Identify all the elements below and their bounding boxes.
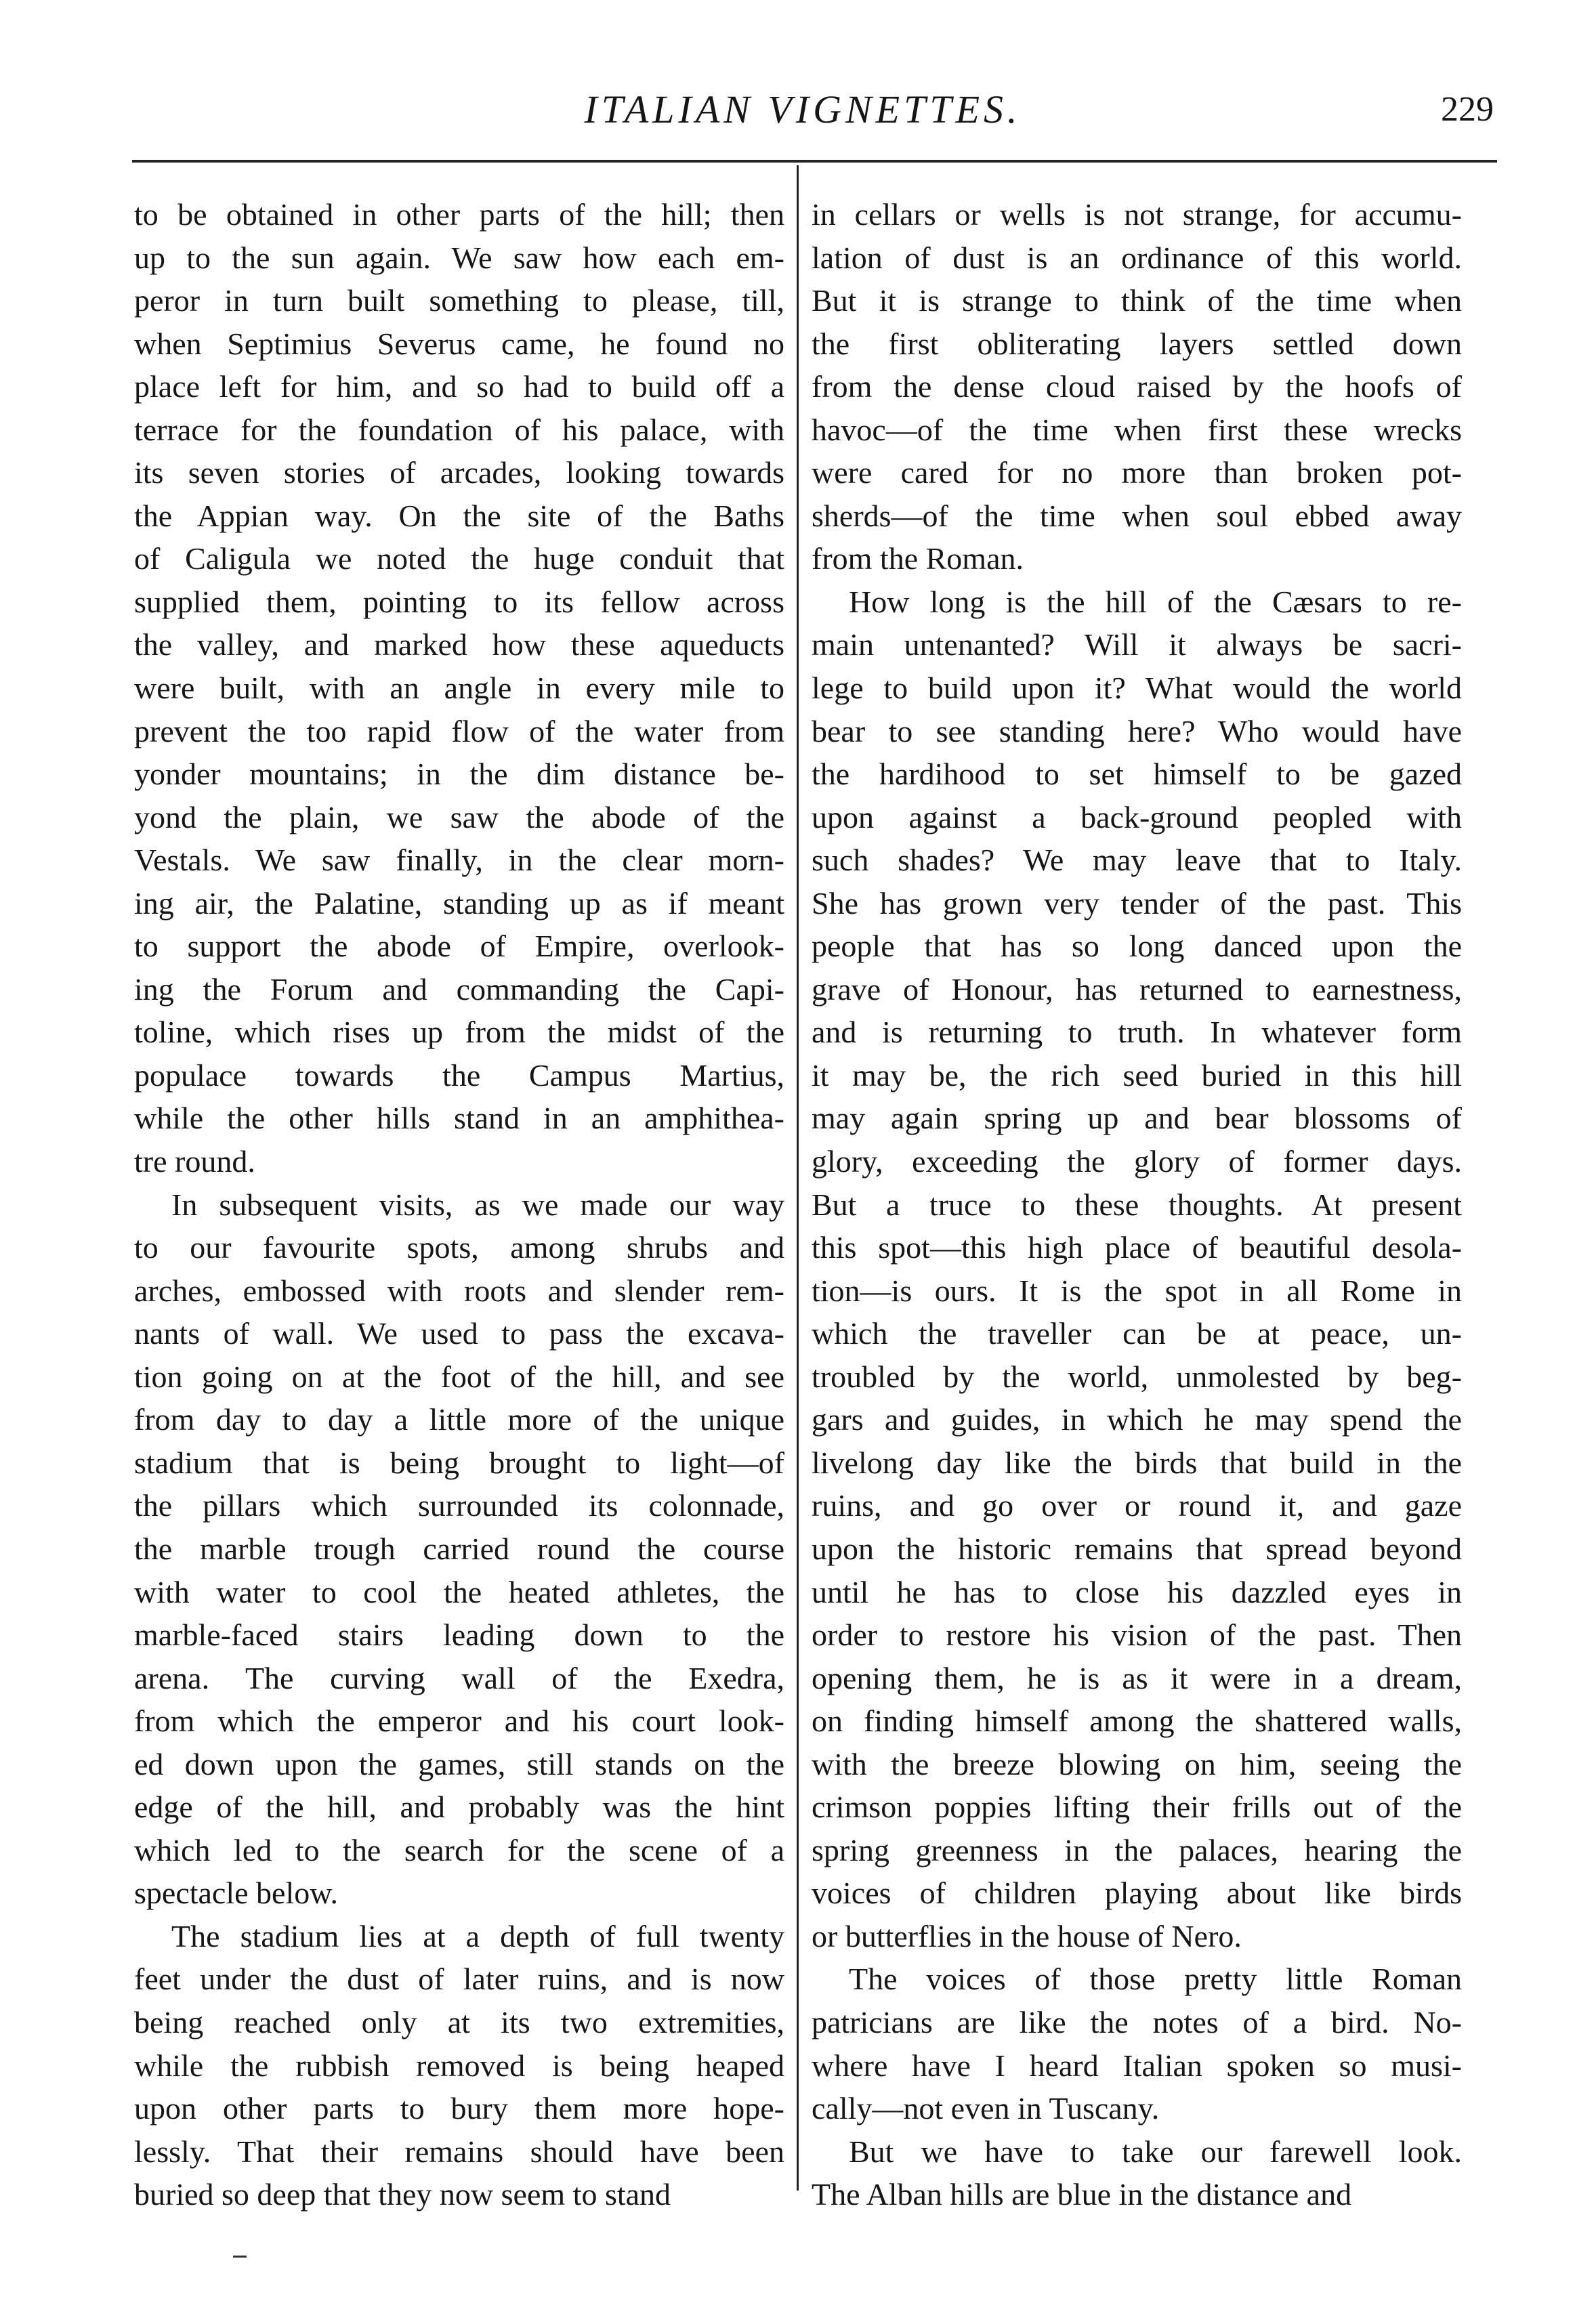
text-line: bear to see standing here? Who would have	[812, 713, 1462, 748]
text-line: But we have to take our farewell look.	[849, 2134, 1462, 2169]
text-line: spectacle below.	[134, 1876, 338, 1911]
text-line: such shades? We may leave that to Italy.	[812, 843, 1462, 878]
text-line: when Septimius Severus came, he found no	[134, 326, 784, 361]
text-line: spring greenness in the palaces, hearing the	[812, 1832, 1462, 1867]
text-line: while the rubbish removed is being heaped	[134, 2048, 784, 2083]
text-line: from day to day a little more of the unique	[134, 1402, 784, 1437]
text-line: populace towards the Campus Martius,	[134, 1057, 784, 1093]
text-line: where have I heard Italian spoken so musi-	[812, 2048, 1462, 2083]
text-line: main untenanted? Will it always be sacri-	[812, 627, 1462, 662]
text-line: But it is strange to think of the time when	[812, 283, 1462, 318]
text-line: buried so deep that they now seem to stand	[134, 2177, 671, 2212]
text-line: with the breeze blowing on him, seeing the	[812, 1746, 1462, 1781]
text-line: gars and guides, in which he may spend the	[812, 1402, 1462, 1437]
text-line: The Alban hills are blue in the distance and	[812, 2177, 1352, 2212]
right-column	[812, 193, 1462, 2212]
text-line: troubled by the world, unmolested by beg-	[812, 1359, 1462, 1394]
text-line: yond the plain, we saw the abode of the	[134, 799, 784, 834]
running-title: ITALIAN VIGNETTES.	[584, 87, 1022, 131]
page-header	[132, 68, 1494, 149]
text-line: Vestals. We saw finally, in the clear morn-	[134, 843, 784, 878]
text-line: glory, exceeding the glory of former days.	[812, 1144, 1462, 1179]
text-line: upon against a back-ground peopled with	[812, 799, 1462, 834]
text-line: marble-faced stairs leading down to the	[134, 1617, 784, 1653]
text-line: with water to cool the heated athletes, the	[134, 1574, 784, 1609]
text-line: But a truce to these thoughts. At present	[812, 1187, 1462, 1222]
text-line: or butterflies in the house of Nero.	[812, 1918, 1242, 1953]
text-line: up to the sun again. We saw how each em-	[134, 240, 784, 275]
text-line: grave of Honour, has returned to earnestness,	[812, 971, 1462, 1007]
text-line: which led to the search for the scene of a	[134, 1832, 784, 1867]
text-line: livelong day like the birds that build in the	[812, 1445, 1462, 1480]
text-line: nants of wall. We used to pass the excava-	[134, 1316, 784, 1351]
text-line: ing air, the Palatine, standing up as if meant	[134, 885, 784, 921]
text-line: ed down upon the games, still stands on the	[134, 1746, 784, 1781]
text-line: to support the abode of Empire, overlook-	[134, 929, 784, 964]
text-line: edge of the hill, and probably was the hint	[134, 1790, 784, 1825]
text-line: patricians are like the notes of a bird. No-	[812, 2004, 1462, 2039]
text-line: were cared for no more than broken pot-	[812, 455, 1462, 490]
text-line: She has grown very tender of the past. This	[812, 885, 1462, 921]
text-line: until he has to close his dazzled eyes in	[812, 1574, 1462, 1609]
text-line: the Appian way. On the site of the Baths	[134, 498, 784, 533]
text-line: in cellars or wells is not strange, for accumu-	[812, 197, 1462, 232]
text-line: In subsequent visits, as we made our way	[171, 1187, 784, 1222]
text-line: being reached only at its two extremities,	[134, 2004, 784, 2039]
text-line: opening them, he is as it were in a dream,	[812, 1660, 1462, 1695]
column-divider	[797, 165, 799, 2191]
page-mark	[233, 2256, 247, 2258]
text-line: people that has so long danced upon the	[812, 929, 1462, 964]
text-line: arches, embossed with roots and slender rem-	[134, 1273, 784, 1308]
text-line: terrace for the foundation of his palace, with	[134, 412, 784, 447]
text-line: cally—not even in Tuscany.	[812, 2091, 1160, 2126]
text-line: on finding himself among the shattered walls,	[812, 1704, 1462, 1739]
text-line: its seven stories of arcades, looking towards	[134, 455, 784, 490]
text-line: which the traveller can be at peace, un-	[812, 1316, 1462, 1351]
text-line: place left for him, and so had to build off a	[134, 369, 784, 404]
text-line: ruins, and go over or round it, and gaze	[812, 1488, 1462, 1523]
text-line: this spot—this high place of beautiful desola-	[812, 1230, 1462, 1265]
text-line: lege to build upon it? What would the world	[812, 671, 1462, 706]
text-line: toline, which rises up from the midst of the	[134, 1015, 784, 1050]
text-line: The voices of those pretty little Roman	[849, 1962, 1462, 1997]
text-line: the valley, and marked how these aqueducts	[134, 627, 784, 662]
text-line: the marble trough carried round the course	[134, 1531, 784, 1566]
left-column	[134, 193, 784, 2212]
text-line: while the other hills stand in an amphithea-	[134, 1101, 784, 1136]
text-line: How long is the hill of the Cæsars to re-	[849, 584, 1462, 619]
text-line: and is returning to truth. In whatever form	[812, 1015, 1462, 1050]
text-line: it may be, the rich seed buried in this hill	[812, 1057, 1462, 1093]
text-line: yonder mountains; in the dim distance be-	[134, 757, 784, 792]
text-line: prevent the too rapid flow of the water from	[134, 713, 784, 748]
text-line: havoc—of the time when first these wrecks	[812, 412, 1462, 447]
text-line: from the dense cloud raised by the hoofs of	[812, 369, 1462, 404]
text-line: upon the historic remains that spread beyond	[812, 1531, 1462, 1566]
text-line: tion going on at the foot of the hill, and see	[134, 1359, 784, 1394]
page-number: 229	[1441, 90, 1494, 129]
text-line: peror in turn built something to please, till,	[134, 283, 784, 318]
text-line: arena. The curving wall of the Exedra,	[134, 1660, 784, 1695]
text-line: may again spring up and bear blossoms of	[812, 1101, 1462, 1136]
text-line: The stadium lies at a depth of full twenty	[171, 1918, 784, 1953]
text-line: supplied them, pointing to its fellow across	[134, 584, 784, 619]
text-line: feet under the dust of later ruins, and is now	[134, 1962, 784, 1997]
text-line: the first obliterating layers settled down	[812, 326, 1462, 361]
text-line: to be obtained in other parts of the hill; then	[134, 197, 784, 232]
text-line: to our favourite spots, among shrubs and	[134, 1230, 784, 1265]
text-line: upon other parts to bury them more hope-	[134, 2091, 784, 2126]
text-line: were built, with an angle in every mile to	[134, 671, 784, 706]
text-line: the hardihood to set himself to be gazed	[812, 757, 1462, 792]
text-line: tre round.	[134, 1144, 255, 1179]
text-line: order to restore his vision of the past. Then	[812, 1617, 1462, 1653]
text-line: lessly. That their remains should have been	[134, 2134, 784, 2169]
text-line: ing the Forum and commanding the Capi-	[134, 971, 784, 1007]
text-line: from which the emperor and his court look-	[134, 1704, 784, 1739]
text-line: the pillars which surrounded its colonnade,	[134, 1488, 784, 1523]
text-line: lation of dust is an ordinance of this world.	[812, 240, 1462, 275]
text-line: from the Roman.	[812, 541, 1024, 576]
text-line: crimson poppies lifting their frills out of the	[812, 1790, 1462, 1825]
header-rule	[132, 160, 1497, 163]
text-line: voices of children playing about like birds	[812, 1876, 1462, 1911]
text-line: stadium that is being brought to light—of	[134, 1445, 784, 1480]
text-line: sherds—of the time when soul ebbed away	[812, 498, 1462, 533]
text-line: of Caligula we noted the huge conduit that	[134, 541, 784, 576]
text-line: tion—is ours. It is the spot in all Rome in	[812, 1273, 1462, 1308]
